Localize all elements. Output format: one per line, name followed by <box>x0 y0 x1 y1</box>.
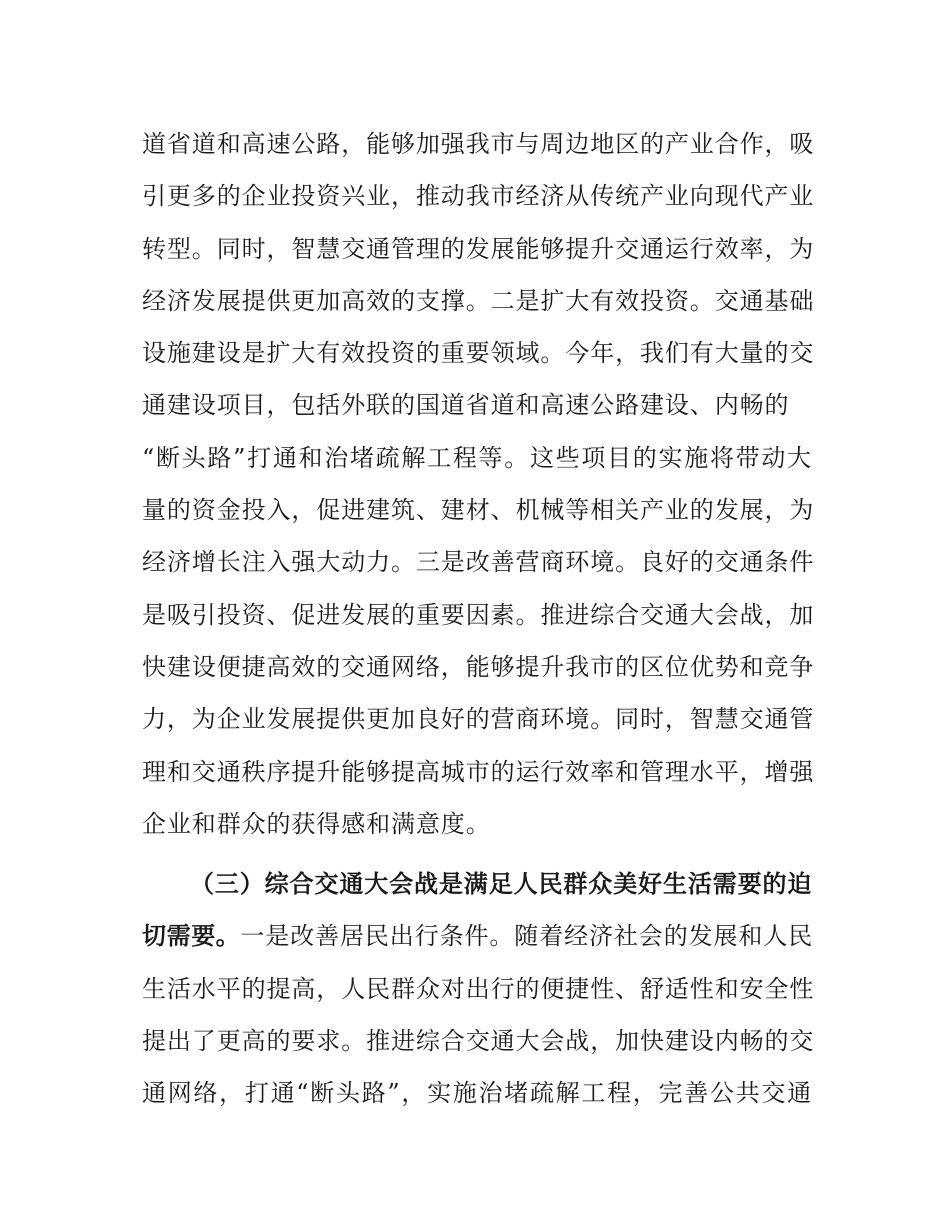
text-line: 理和交通秩序提升能够提高城市的运行效率和管理水平，增强 <box>142 757 815 786</box>
document-body <box>142 122 815 1124</box>
section-heading: （三）综合交通大会战是满足人民群众美好生活需要的迫 <box>190 870 812 899</box>
text-line: 经济发展提供更加高效的支撑。二是扩大有效投资。交通基础 <box>142 286 815 315</box>
text-line: 引更多的企业投资兴业，推动我市经济从传统产业向现代产业 <box>142 182 815 211</box>
text-line: 生活水平的提高，人民群众对出行的便捷性、舒适性和安全性 <box>142 974 815 1003</box>
text-line: 快建设便捷高效的交通网络，能够提升我市的区位优势和竞争 <box>142 652 815 681</box>
text-line: 企业和群众的获得感和满意度。 <box>142 809 491 838</box>
text-line: 道省道和高速公路，能够加强我市与周边地区的产业合作，吸 <box>142 130 815 158</box>
paragraph-spacer <box>142 854 812 862</box>
text-line-rest: 一是改善居民出行条件。随着经济社会的发展和人民 <box>240 922 814 951</box>
text-line: 设施建设是扩大有效投资的重要领域。今年，我们有大量的交 <box>142 339 815 368</box>
text-line: 力，为企业发展提供更加良好的营商环境。同时，智慧交通管 <box>142 705 815 734</box>
text-line: “断头路”打通和治堵疏解工程等。这些项目的实施将带动大 <box>142 443 812 472</box>
section-heading-tail: 切需要。 <box>142 922 241 951</box>
text-line: 量的资金投入，促进建筑、建材、机械等相关产业的发展，为 <box>142 496 815 525</box>
text-line: 是吸引投资、促进发展的重要因素。推进综合交通大会战，加 <box>142 600 815 629</box>
paragraph-livelihood <box>142 862 815 1115</box>
text-line: 通建设项目，包括外联的国道省道和高速公路建设、内畅的 <box>142 391 790 420</box>
paragraph-economy <box>142 122 815 846</box>
text-line <box>142 914 812 958</box>
text-line: 提出了更高的要求。推进综合交通大会战，加快建设内畅的交 <box>142 1027 815 1056</box>
text-line: 经济增长注入强大动力。三是改善营商环境。良好的交通条件 <box>142 548 815 577</box>
text-line: 通网络，打通“断头路”，实施治堵疏解工程，完善公共交通 <box>142 1079 812 1108</box>
text-line: 转型。同时，智慧交通管理的发展能够提升交通运行效率，为 <box>142 234 815 263</box>
